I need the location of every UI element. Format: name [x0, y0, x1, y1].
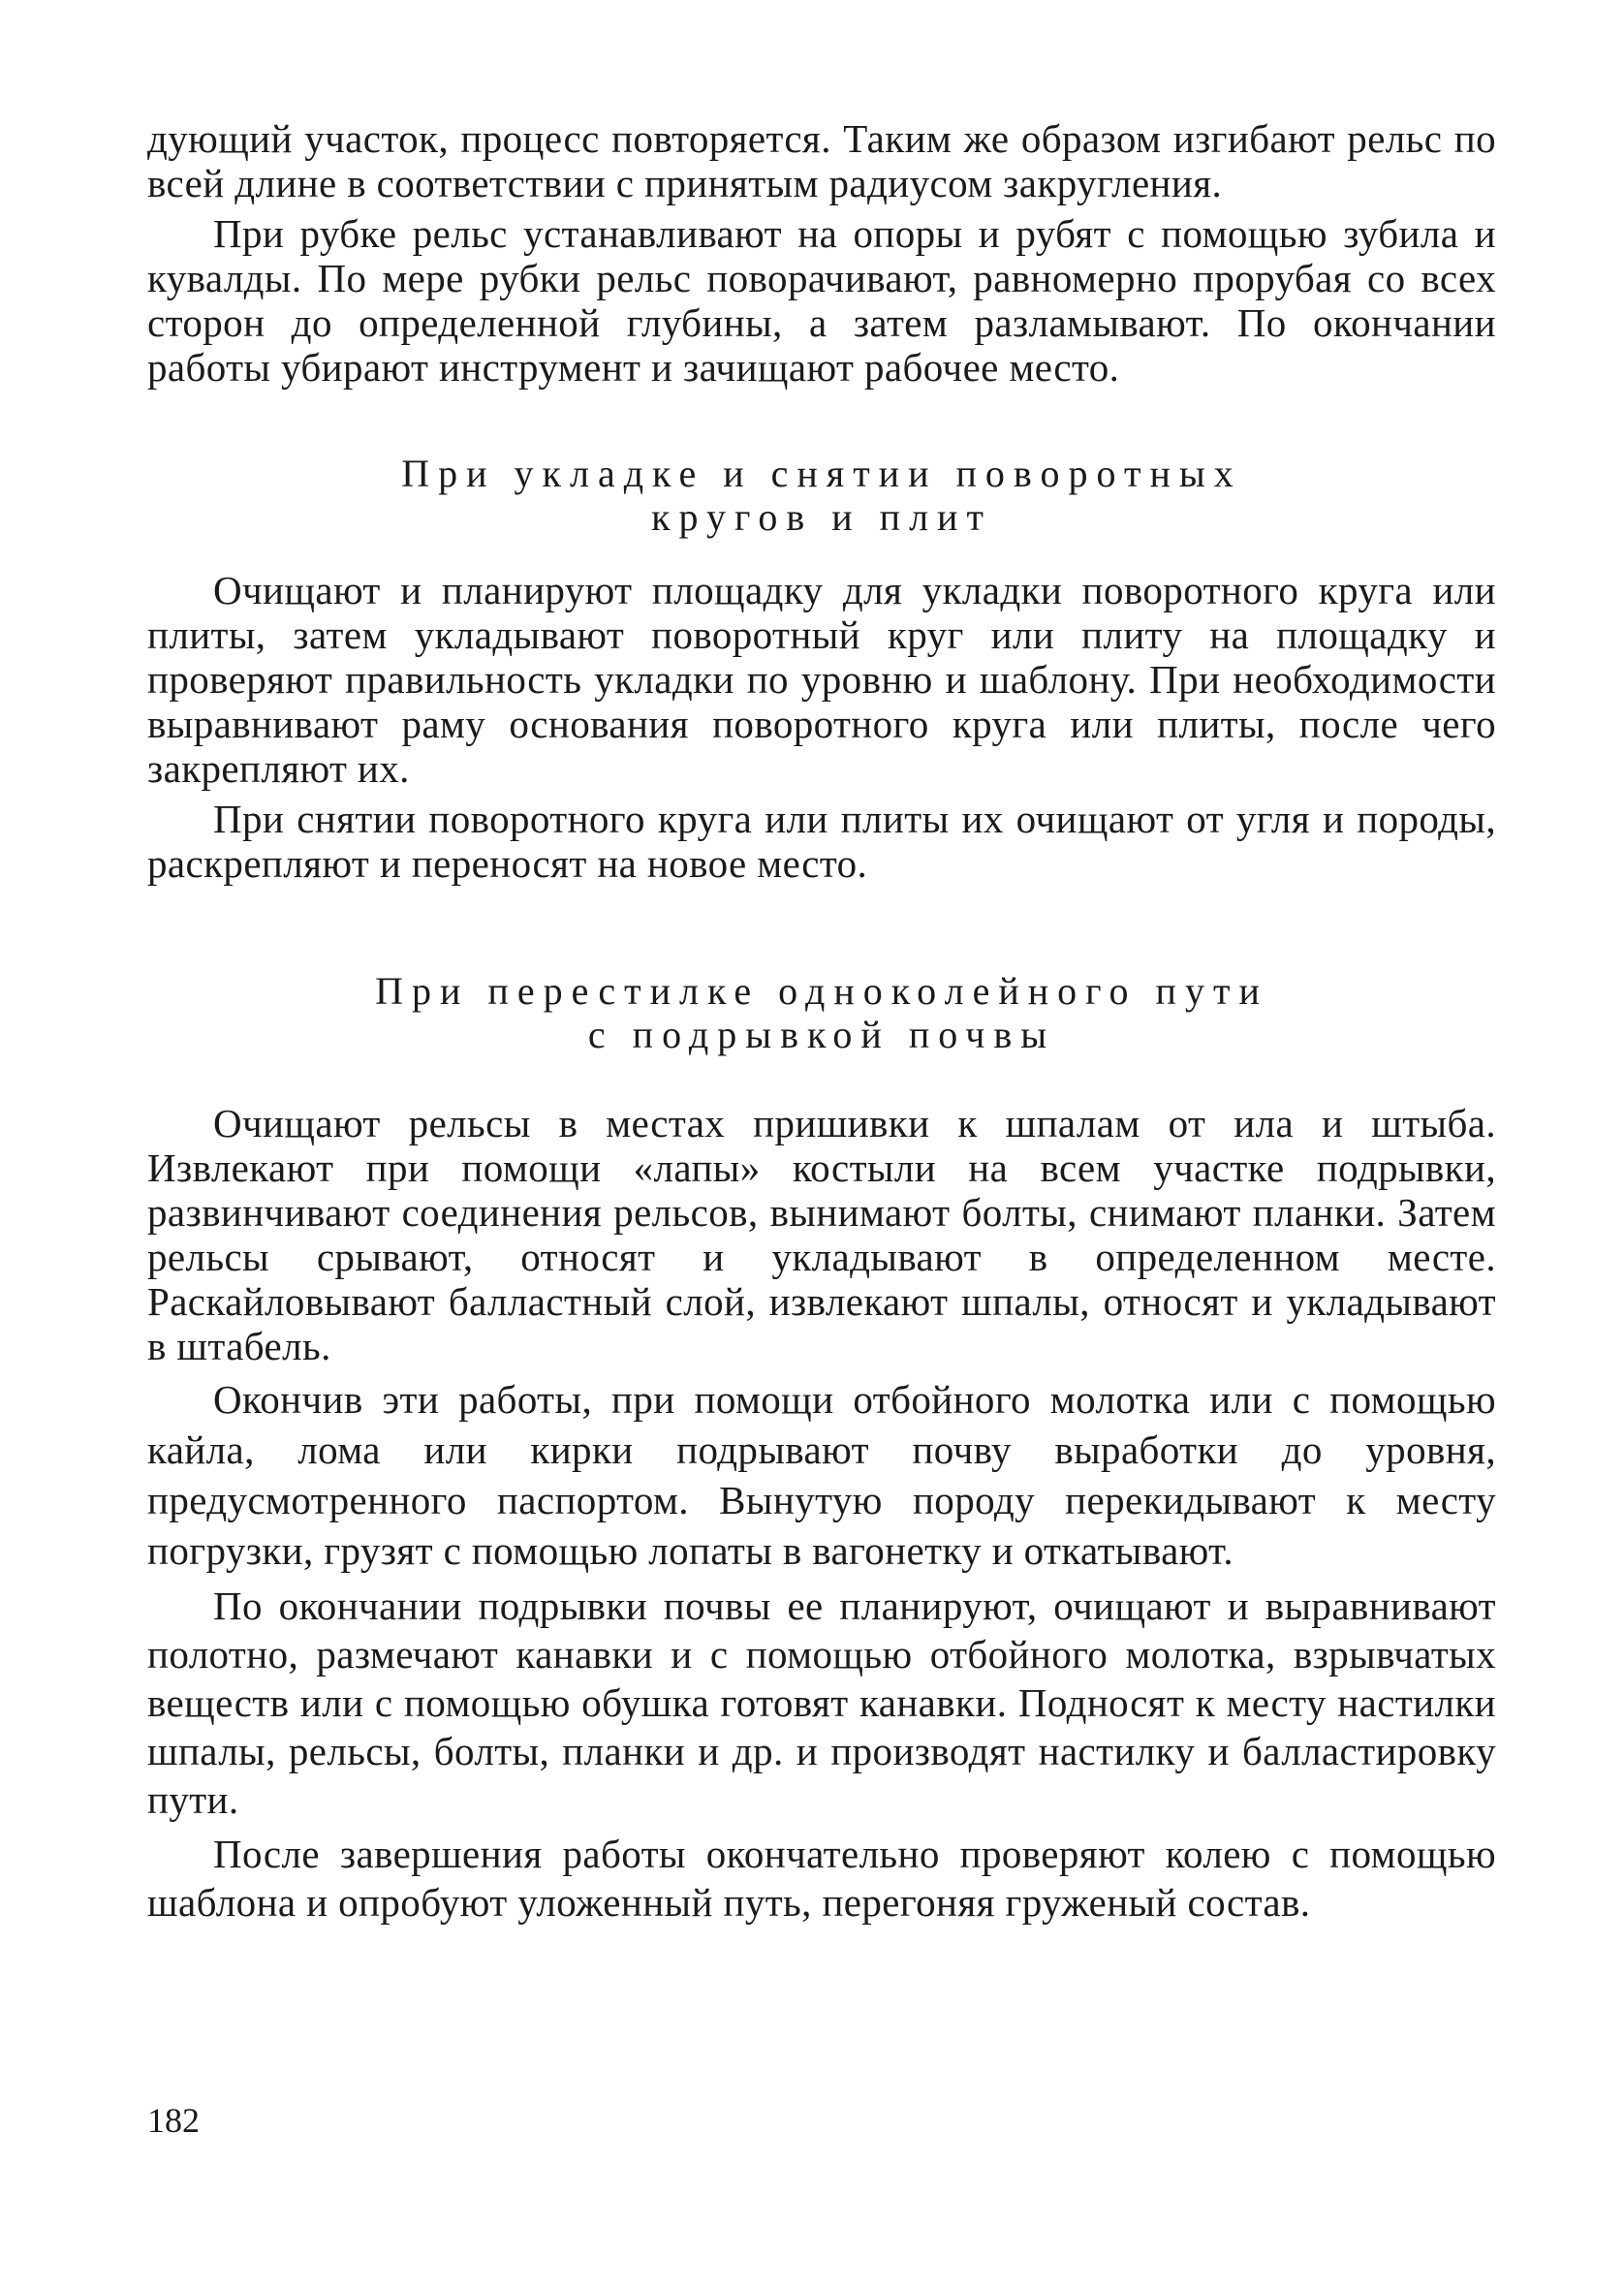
paragraph-rail-cutting: При рубке рельс устанавливают на опоры и рубят с помощью зубила и кувалды. По мере рубки рельс поворачивают, равномерно прорубая со всех сторон до определенной глубины, а затем разламывают. По окончании работы убирают инструмент и зачищают рабочее место. [147, 211, 1496, 390]
section-heading-track-relaying-line2: с подрывкой почвы [587, 1013, 1056, 1056]
paragraph-floor-ripping: Окончив эти работы, при помощи отбойного молотка или с помощью кайла, лома или кирки подрывают почву выработки до уровня, предусмотренного паспортом. Вынутую породу перекидывают к месту погрузки, грузят с помощью лопаты в вагонетку и откатывают. [147, 1377, 1496, 1573]
paragraph-final-check: После завершения работы окончательно проверяют колею с помощью шаблона и опробуют уложенный путь, перегоняя груженый состав. [147, 1832, 1496, 1925]
section-heading-track-relaying-line1: При перестилке одноколейного пути [375, 969, 1268, 1013]
section-heading-turntables-line1: При укладке и снятии поворотных [401, 452, 1242, 495]
page-number: 182 [147, 2101, 200, 2140]
page-body [147, 116, 1496, 1927]
paragraph-turntable-removal: При снятии поворотного круга или плиты их очищают от угля и породы, раскрепляют и переносят на новое место. [147, 797, 1496, 886]
paragraph-rail-removal: Очищают рельсы в местах пришивки к шпалам от ила и штыба. Извлекают при помощи «лапы» костыли на всем участке подрывки, развинчивают соединения рельсов, вынимают болты, снимают планки. Затем рельсы срывают, относят и укладывают в определенном месте. Раскайловывают балластный слой, извлекают шпалы, относят и укладывают в штабель. [147, 1101, 1496, 1368]
paragraph-track-laying: По окончании подрывки почвы ее планируют, очищают и выравнивают полотно, размечают канавки и с помощью отбойного молотка, взрывчатых веществ или с помощью обушка готовят канавки. Подносят к месту настилки шпалы, рельсы, болты, планки и др. и производят настилку и балластировку пути. [147, 1583, 1496, 1822]
paragraph-continuation: дующий участок, процесс повторяется. Таким же образом изгибают рельс по всей длине в соответствии с принятым радиусом закругления. [147, 116, 1496, 205]
paragraph-turntable-laying: Очищают и планируют площадку для укладки поворотного круга или плиты, затем укладывают поворотный круг или плиту на площадку и проверяют правильность укладки по уровню и шаблону. При необходимости выравнивают раму основания поворотного круга или плиты, после чего закрепляют их. [147, 568, 1496, 791]
section-heading-turntables-line2: кругов и плит [651, 495, 992, 539]
section-heading-track-relaying [147, 969, 1496, 1056]
section-heading-turntables [147, 452, 1496, 539]
